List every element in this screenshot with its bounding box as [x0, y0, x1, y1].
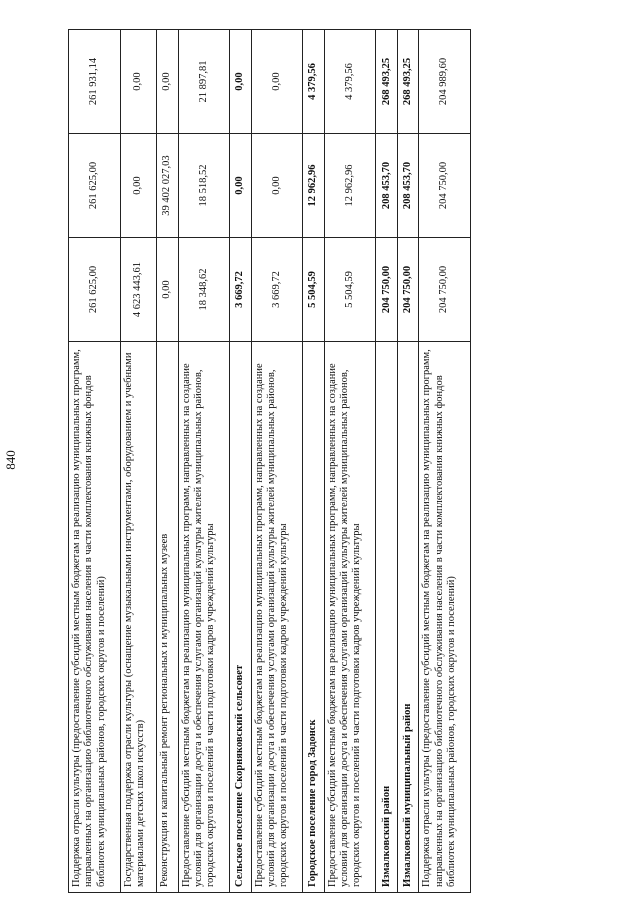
row-description: Городское поселение город Задонск [303, 342, 324, 893]
row-amount-col3: 0,00 [251, 30, 303, 134]
row-description: Поддержка отрасли культуры (предоставление субсидий местным бюджетам на реализацию муниципальных программ, направленных на организацию библиотечного обслуживания населения в части комплектования книжных фондов библиотек муниципальных районов, городских округов и поселений) [69, 342, 121, 893]
table-row-subtotal [303, 30, 324, 893]
row-amount-col1: 204 750,00 [397, 238, 418, 342]
row-description: Предоставление субсидий местным бюджетам на реализацию муниципальных программ, направленных на создание условий для организации досуга и обеспечения услугами организаций культуры жителей муниципальных районов, городских округов и поселений в части подготовки кадров учреждений культуры [251, 342, 303, 893]
table-row [69, 30, 121, 893]
row-amount-col3: 0,00 [120, 30, 157, 134]
row-amount-col3: 4 379,56 [303, 30, 324, 134]
row-amount-col1: 5 504,59 [324, 238, 376, 342]
row-amount-col3: 0,00 [157, 30, 178, 134]
table-row [251, 30, 303, 893]
row-description: Поддержка отрасли культуры (предоставление субсидий местным бюджетам на реализацию муниципальных программ, направленных на организацию библиотечного обслуживания населения в части комплектования книжных фондов библиотек муниципальных районов, городских округов и поселений) [419, 342, 471, 893]
row-amount-col1: 3 669,72 [230, 238, 251, 342]
table-row-subtotal [397, 30, 418, 893]
row-amount-col2: 208 453,70 [376, 134, 397, 238]
row-amount-col3: 268 493,25 [376, 30, 397, 134]
row-amount-col2: 18 518,52 [178, 134, 230, 238]
row-amount-col1: 204 750,00 [419, 238, 471, 342]
row-description: Реконструкция и капитальный ремонт региональных и муниципальных музеев [157, 342, 178, 893]
row-amount-col3: 268 493,25 [397, 30, 418, 134]
row-amount-col1: 261 625,00 [69, 238, 121, 342]
table-row [157, 30, 178, 893]
table-row [178, 30, 230, 893]
row-description: Предоставление субсидий местным бюджетам на реализацию муниципальных программ, направленных на создание условий для организации досуга и обеспечения услугами организаций культуры жителей муниципальных районов, городских округов и поселений в части подготовки кадров учреждений культуры [178, 342, 230, 893]
row-amount-col1: 0,00 [157, 238, 178, 342]
row-description: Предоставление субсидий местным бюджетам на реализацию муниципальных программ, направленных на создание условий для организации досуга и обеспечения услугами организаций культуры жителей муниципальных районов, городских округов и поселений в части подготовки кадров учреждений культуры [324, 342, 376, 893]
budget-table [68, 29, 471, 893]
row-description: Сельское поселение Скорняковский сельсовет [230, 342, 251, 893]
row-amount-col3: 261 931,14 [69, 30, 121, 134]
row-description: Измалковский район [376, 342, 397, 893]
row-amount-col2: 12 962,96 [303, 134, 324, 238]
row-description: Измалковский муниципальный район [397, 342, 418, 893]
row-description: Государственная поддержка отрасли культуры (оснащение музыкальными инструментами, оборудованием и учебными материалами детских школ искусств) [120, 342, 157, 893]
row-amount-col1: 18 348,62 [178, 238, 230, 342]
row-amount-col3: 4 379,56 [324, 30, 376, 134]
table-row-subtotal [376, 30, 397, 893]
row-amount-col3: 21 897,81 [178, 30, 230, 134]
page-number: 840 [3, 450, 18, 470]
row-amount-col2: 0,00 [251, 134, 303, 238]
table-row-subtotal [230, 30, 251, 893]
table-row [324, 30, 376, 893]
row-amount-col2: 39 402 027,03 [157, 134, 178, 238]
row-amount-col2: 12 962,96 [324, 134, 376, 238]
table-row [120, 30, 157, 893]
table-row [419, 30, 471, 893]
row-amount-col3: 204 989,60 [419, 30, 471, 134]
row-amount-col2: 0,00 [120, 134, 157, 238]
row-amount-col1: 4 623 443,61 [120, 238, 157, 342]
row-amount-col2: 208 453,70 [397, 134, 418, 238]
row-amount-col3: 0,00 [230, 30, 251, 134]
row-amount-col2: 261 625,00 [69, 134, 121, 238]
row-amount-col1: 204 750,00 [376, 238, 397, 342]
budget-table-container [68, 57, 471, 893]
row-amount-col2: 204 750,00 [419, 134, 471, 238]
row-amount-col2: 0,00 [230, 134, 251, 238]
row-amount-col1: 5 504,59 [303, 238, 324, 342]
row-amount-col1: 3 669,72 [251, 238, 303, 342]
